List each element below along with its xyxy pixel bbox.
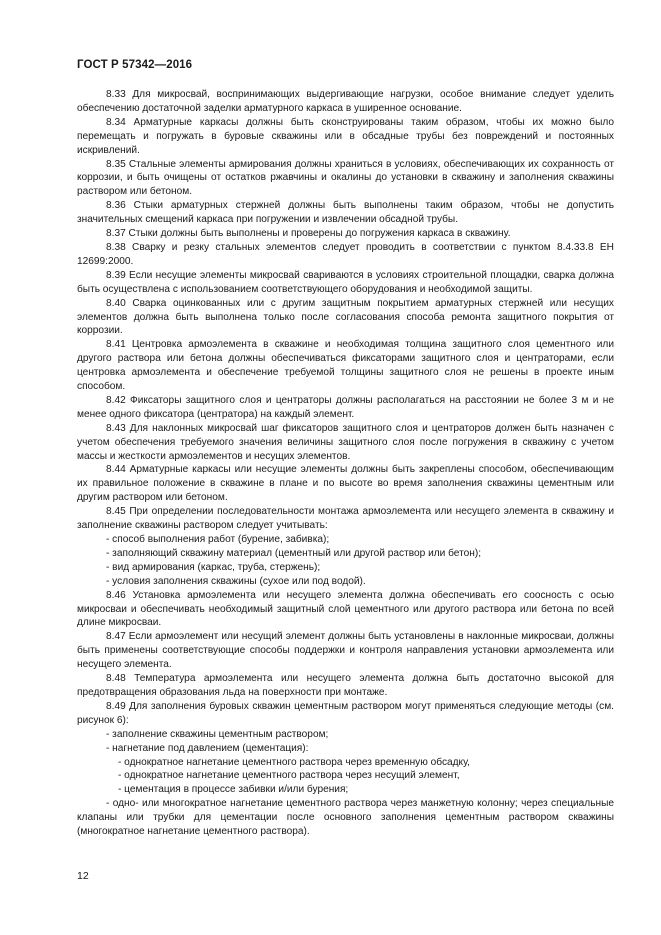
list-item: - нагнетание под давлением (цементация):	[106, 742, 309, 754]
paragraph: 8.43 Для наклонных микросвай шаг фиксаторов защитного слоя и центраторов должен быть назначен с учетом обеспечения требуемого значения величины защитного слоя после погружения в скважину с учетом массы и жесткости армоэлементов и несущих элементов.	[77, 422, 614, 462]
paragraph: 8.48 Температура армоэлемента или несущего элемента должна быть достаточно высокой для предотвращения образования льда на поверхности при монтаже.	[77, 673, 614, 698]
list-item: - цементация в процессе забивки и/или бурения;	[118, 784, 349, 796]
paragraph: 8.40 Сварка оцинкованных или с другим защитным покрытием арматурных стержней или несущих элементов должна быть выполнена только после согласования способа ремонта защитного покрытия от коррозии.	[77, 297, 614, 337]
paragraph: 8.45 При определении последовательности монтажа армоэлемента или несущего элемента в скважину и заполнение скважины раствором следует учитывать:	[77, 506, 614, 532]
paragraph: 8.41 Центровка армоэлемента в скважине и необходимая толщина защитного слоя цементного или другого раствора или бетона должны обеспечиваться фиксаторами защитного слоя и центраторами, если центровка армоэлемента и обеспечение требуемой толщины защитного слоя не решены в проекте иным способом.	[77, 339, 614, 393]
page-number: 12	[77, 870, 89, 882]
paragraph: 8.47 Если армоэлемент или несущий элемент должны быть установлены в наклонные микросваи, должны быть применены соответствующие способы поддержки и контроля направления установки армоэлемента или несущего элемента.	[77, 631, 614, 671]
paragraph: 8.38 Сварку и резку стальных элементов следует проводить в соответствии с пунктом 8.4.33.8 ЕН 12699:2000.	[77, 241, 614, 267]
paragraph: 8.34 Арматурные каркасы должны быть сконструированы таким образом, чтобы их можно было перемещать и погружать в буровые скважины или в обсадные трубы без повреждений и постоянных искривлений.	[77, 116, 614, 156]
paragraph: 8.39 Если несущие элементы микросвай свариваются в условиях строительной площадки, сварка должна быть осуществлена с использованием соответствующего оборудования и необходимой защиты.	[77, 269, 614, 295]
paragraph: 8.33 Для микросвай, воспринимающих выдергивающие нагрузки, особое внимание следует уделить обеспечению достаточной заделки арматурного каркаса в уширенное основание.	[77, 89, 614, 114]
paragraph: 8.35 Стальные элементы армирования должны храниться в условиях, обеспечивающих их сохранность от коррозии, и быть очищены от остатков ржавчины и окалины до установки в скважину и заполнения скважины раствором или бетоном.	[77, 158, 614, 198]
list-item: - заполняющий скважину материал (цементный или другой раствор или бетон);	[106, 547, 482, 559]
list-item: - однократное нагнетание цементного раствора через несущий элемент,	[118, 770, 460, 782]
paragraph: 8.36 Стыки арматурных стержней должны быть выполнены таким образом, чтобы не допустить значительных смещений каркаса при погружении и извлечении обсадной трубы.	[77, 200, 614, 226]
document-header: ГОСТ Р 57342—2016	[77, 59, 193, 71]
list-item: - способ выполнения работ (бурение, забивка);	[106, 534, 330, 545]
list-item: - однократное нагнетание цементного раствора через временную обсадку,	[118, 756, 470, 768]
paragraph: 8.37 Стыки должны быть выполнены и проверены до погружения каркаса в скважину.	[106, 228, 511, 240]
paragraph: 8.44 Арматурные каркасы или несущие элементы должны быть закреплены способом, обеспечивающим их правильное положение в скважине в плане и по высоте во время заполнения скважины цементным или другим раствором или бетоном.	[77, 464, 614, 504]
paragraph: 8.42 Фиксаторы защитного слоя и центраторы должны располагаться на расстоянии не более 3 м и не менее одного фиксатора (центратора) на каждый элемент.	[77, 394, 614, 420]
list-item: - одно- или многократное нагнетание цементного раствора через манжетную колонну; через специальные клапаны или трубки для цементации после основного заполнения цементным раствором скважины (многократное нагнетание цементного раствора).	[77, 798, 614, 838]
list-item: - условия заполнения скважины (сухое или под водой).	[106, 575, 366, 587]
list-item: - вид армирования (каркас, труба, стержень);	[106, 561, 321, 573]
list-item: - заполнение скважины цементным раствором;	[106, 728, 329, 740]
paragraph: 8.46 Установка армоэлемента или несущего элемента должна обеспечивать его соосность с осью микросваи и обеспечивать необходимый защитный слой цементного или другого раствора или бетона по всей длине микросваи.	[77, 589, 614, 629]
document-body	[77, 88, 614, 839]
paragraph: 8.49 Для заполнения буровых скважин цементным раствором могут применяться следующие методы (см. рисунок 6):	[77, 700, 614, 726]
